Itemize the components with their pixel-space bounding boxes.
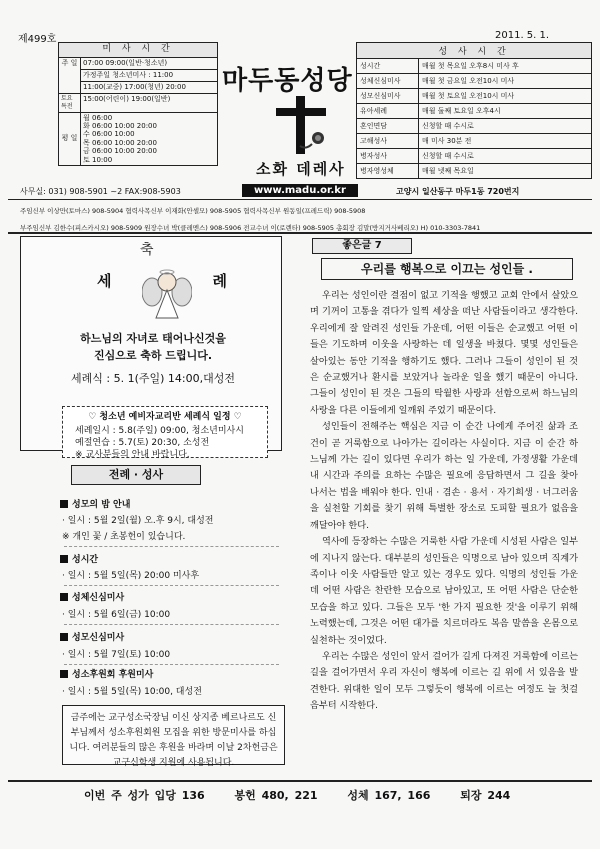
mass-row: 가정주일 청소년미사 : 11:00 bbox=[81, 69, 218, 81]
essay-paragraph: 역사에 등장하는 수많은 거룩한 사람 가운데 시성된 사람은 일부에 지나지 않는다. 대부분의 성인들은 익명으로 남아 있으며 직계가족이나 이웃 사람들만 알고 있는 경우도 있다. 익명의 성인들 가운데 어떤 사람은 찬란한 모습으로 남아있고, 또 어떤 사람은 단순한 모습을 하고 있다. 그들은 모두 '한 가지 필요한 것'을 이루기 위해 노력했는데, 그것은 어떤 대가를 치르더라도 복음 말씀을 온몸으로 실천하는 것이었다. bbox=[310, 536, 578, 646]
sacrament-time: 매월 넷째 목요일 bbox=[419, 164, 592, 179]
baptism-message: 하느님의 자녀로 태어나신것을 진심으로 축하 드립니다. bbox=[80, 332, 226, 362]
sacrament-time: 매월 첫 토요일 오전10시 미사 bbox=[419, 89, 592, 104]
weekday-label: 평 일 bbox=[59, 112, 81, 165]
sacrament-time: 매 미사 30분 전 bbox=[419, 134, 592, 149]
mass-row: 07:00 09:00(일반·청소년) bbox=[81, 57, 218, 69]
issue-number: 제499호 bbox=[18, 34, 57, 45]
patron-saint: 소화 데레사 bbox=[256, 160, 346, 178]
square-bullet-icon bbox=[60, 500, 68, 508]
sacrament-times-title: 성 사 시 간 bbox=[357, 43, 592, 59]
sacrament-time: 매월 첫 목요일 오후8시 미사 후 bbox=[419, 59, 592, 74]
notice-section-title: 성체신심미사 bbox=[60, 590, 124, 603]
square-bullet-icon bbox=[60, 555, 68, 563]
office-contact: 사무실: 031) 908-5901 ~2 FAX:908-5903 bbox=[20, 187, 181, 196]
notice-section-title: 성모신심미사 bbox=[60, 630, 124, 643]
good-writing-label: 좋은글 7 bbox=[312, 238, 412, 254]
notice-line: ※ 개인 꽃 / 초봉헌이 있습니다. bbox=[62, 532, 186, 542]
divider bbox=[8, 232, 592, 234]
sacrament-name: 고해성사 bbox=[357, 134, 419, 149]
youth-baptism-line: 세례일시 : 5.8(주일) 09:00, 청소년미사시 bbox=[75, 426, 244, 436]
divider bbox=[64, 585, 279, 586]
sacrament-time: 신청할 때 수시로 bbox=[419, 149, 592, 164]
sacrament-name: 병자성사 bbox=[357, 149, 419, 164]
square-bullet-icon bbox=[60, 670, 68, 678]
baptism-heading-2: 세 례 bbox=[97, 272, 227, 290]
sunday-label: 주 일 bbox=[59, 57, 81, 93]
baptism-rite-time: 세례식 : 5. 1(주일) 14:00,대성전 bbox=[71, 372, 235, 385]
essay-paragraph: 성인들이 전해주는 핵심은 지금 이 순간 나에게 주어진 삶과 조건이 곧 거룩함으로 나아가는 길이라는 사실이다. 지금 이 순간 하느님께 가는 길이 있다면 우리가 하는 일 가운데, 가정생활 가운데 내 시간과 주의를 요하는 수많은 필요에 응답하면서 그 길을 찾아 나서는 법을 배워야 한다. 인내 · 겸손 · 용서 · 자기희생 · 너그러움을 실천할 기회를 찾기 위해 특별한 장소로 도피할 필요가 없음을 깨달아야 한다. bbox=[310, 421, 578, 531]
sacrament-time: 매월 첫 금요일 오전10시 미사 bbox=[419, 74, 592, 89]
notice-line: · 일시 : 5월 2일(월) 오.후 9시, 대성전 bbox=[62, 516, 214, 526]
square-bullet-icon bbox=[60, 593, 68, 601]
essay-paragraph: 우리는 수많은 성인이 앞서 걸어가 길게 다져진 거룩함에 이르는 길을 걸어가면서 우리 자신이 행복에 이르는 길 위에 서 있음을 발견한다. 위대한 일이 모두 그렇듯이 행복에 이르는 여정도 늘 첫걸음부터 시작한다. bbox=[310, 650, 578, 712]
mass-times-title: 미 사 시 간 bbox=[59, 43, 218, 58]
angel-illustration bbox=[142, 268, 192, 320]
staff-line: 주임신부 이상만(토마스) 908-5904 협력사목신부 이재화(안셀모) 908-5905 협력사목신부 원동일(프레드릭) 908-5908 bbox=[20, 207, 366, 215]
sacrament-name: 유아세례 bbox=[357, 104, 419, 119]
vocation-notice-box: 금주에는 교구성소국장님 이신 상지종 베르나르도 신부님께서 성소후원회원 모집을 위한 방문미사를 하십니다. 여러분들의 많은 후원을 바라며 이날 2차헌금은 교구신학생 지원에 사용됩니다. bbox=[62, 705, 285, 765]
sacrament-name: 성모신심미사 bbox=[357, 89, 419, 104]
essay-body bbox=[310, 288, 578, 715]
sacrament-times-table bbox=[356, 42, 592, 179]
notice-line: · 일시 : 5월 7일(토) 10:00 bbox=[62, 650, 171, 660]
divider bbox=[8, 199, 592, 200]
mass-row: 11:00(교중) 17:00(청년) 20:00 bbox=[81, 81, 218, 93]
staff-line: 부주임신부 김한수(피스카시오) 908-5909 원장수녀 박(클레멘스) 908-5906 전교수녀 이(로렌타) 908-5905 총회장 김말(방지거사베리오) H) 010-3303-7841 bbox=[20, 224, 481, 232]
weekly-hymns: 이번 주 성가 입당 136 봉헌 480, 221 성체 167, 166 퇴장 244 bbox=[84, 789, 511, 802]
good-writing-title: 우리를 행복으로 이끄는 성인들 . bbox=[321, 258, 573, 280]
youth-baptism-title: ♡ 청소년 예비자교리반 세례식 일정 ♡ bbox=[88, 412, 242, 422]
sacrament-name: 성시간 bbox=[357, 59, 419, 74]
divider bbox=[64, 546, 279, 547]
divider bbox=[8, 780, 592, 782]
divider bbox=[64, 664, 279, 665]
youth-baptism-line: 예절연습 : 5.7(토) 20:30, 소성전 bbox=[75, 438, 210, 448]
essay-paragraph: 우리는 성인이란 결점이 없고 기적을 행했고 교회 안에서 살았으며 기꺼이 고통을 겪다가 일찍 세상을 떠난 사람들이라고 생각한다. 우리에게 잘 알려진 성인들 가운데, 어떤 이들은 순교했고 어떤 이들은 기도하며 이웃을 사랑하는 데 일생을 바쳤다. 몇몇 성인들은 살아있는 동안 기적을 행하기도 했다. 그러나 그들이 성인이 된 것은 순교했거나 환시를 보았거나 놀라운 일을 했기 때문이 아니다. 그들이 성인이 된 것은 그들의 탁월한 사랑과 선함으로써 하느님의 사랑을 다른 이들에게 일깨워 주었기 때문이다. bbox=[310, 290, 578, 416]
notice-line: · 일시 : 5월 5일(목) 20:00 미사후 bbox=[62, 571, 200, 581]
notice-section-title: 성모의 밤 안내 bbox=[60, 497, 130, 510]
sacrament-name: 혼인면담 bbox=[357, 119, 419, 134]
divider bbox=[64, 624, 279, 625]
weekday-times: 월 06:00 화 06:00 10:00 20:00 수 06:00 10:00 목 06:00 10:00 20:00 금 06:00 10:00 20:00 토 10:00 bbox=[81, 112, 218, 165]
website-link[interactable]: www.madu.or.kr bbox=[242, 184, 358, 197]
sacrament-name: 성체신심미사 bbox=[357, 74, 419, 89]
notice-section-title: 성시간 bbox=[60, 552, 98, 565]
parish-name: 마두동성당 bbox=[222, 66, 353, 96]
parish-address: 고양시 일산동구 마두1동 720번지 bbox=[396, 187, 520, 196]
notice-line: · 일시 : 5월 5일(목) 10:00, 대성전 bbox=[62, 687, 202, 697]
youth-baptism-line: ※ 교사분들의 안내 바랍니다. bbox=[75, 450, 190, 460]
issue-date: 2011. 5. 1. bbox=[495, 30, 550, 41]
mass-times-table bbox=[58, 42, 218, 166]
mass-row: 15:00(어린이) 19:00(일반) bbox=[81, 93, 218, 112]
sacrament-name: 병자영성체 bbox=[357, 164, 419, 179]
baptism-heading-1: 축 bbox=[140, 242, 154, 258]
saturday-label: 토요특전 bbox=[59, 93, 81, 112]
sacrament-time: 신청할 때 수시로 bbox=[419, 119, 592, 134]
cross-rose-logo bbox=[266, 94, 336, 156]
square-bullet-icon bbox=[60, 633, 68, 641]
notice-line: · 일시 : 5월 6일(금) 10:00 bbox=[62, 610, 171, 620]
liturgy-heading: 전례 · 성사 bbox=[71, 465, 201, 485]
notice-section-title: 성소후원회 후원미사 bbox=[60, 667, 153, 680]
sacrament-time: 매월 둘째 토요일 오후4시 bbox=[419, 104, 592, 119]
